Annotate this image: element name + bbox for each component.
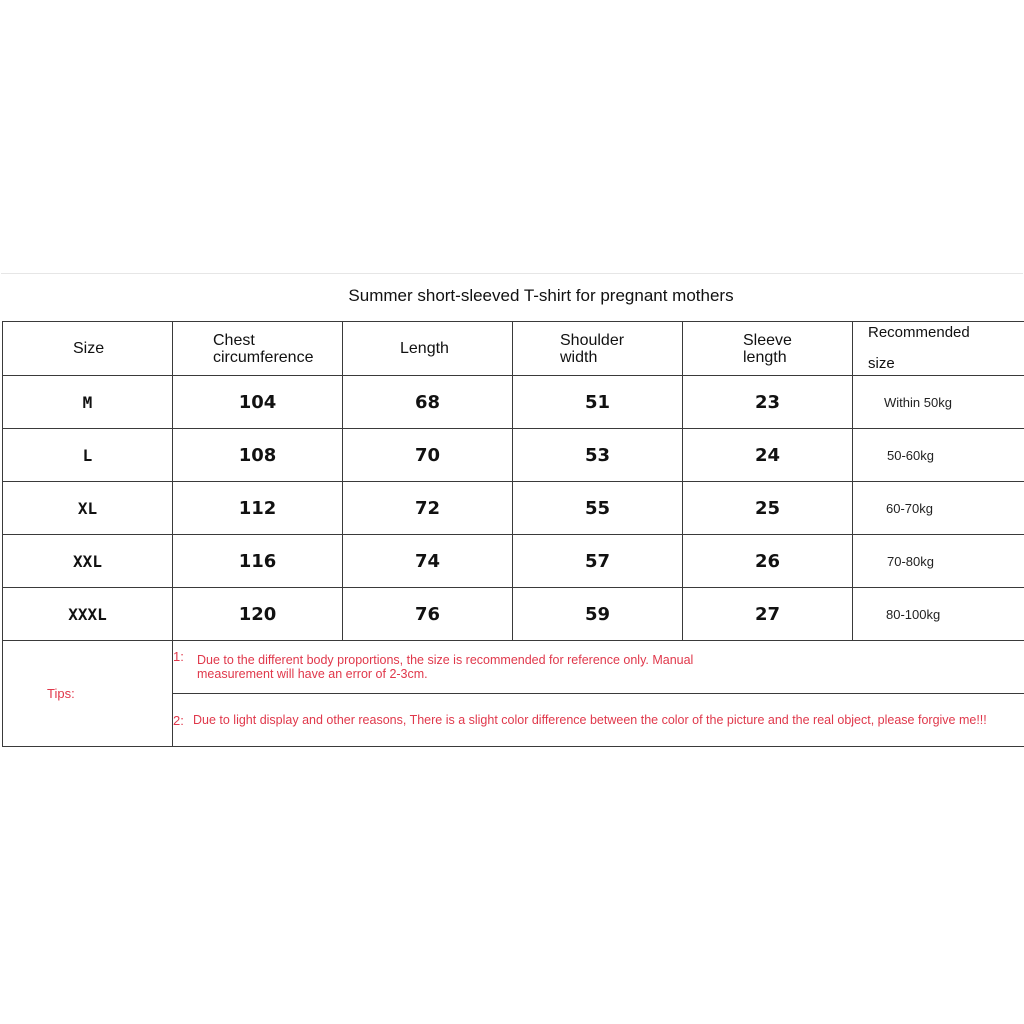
header-recommended: Recommended size bbox=[853, 322, 1024, 376]
size-cell: M bbox=[3, 376, 173, 429]
shoulder-cell: 59 bbox=[513, 588, 683, 641]
tip-1 bbox=[173, 641, 1024, 694]
sleeve-cell: 26 bbox=[683, 535, 853, 588]
shoulder-cell: 55 bbox=[513, 482, 683, 535]
header-row bbox=[3, 322, 1024, 376]
shoulder-cell: 51 bbox=[513, 376, 683, 429]
header-length: Length bbox=[343, 322, 513, 376]
header-sleeve: Sleeve length bbox=[683, 322, 853, 376]
chest-cell: 120 bbox=[173, 588, 343, 641]
header-shoulder: Shoulder width bbox=[513, 322, 683, 376]
tip-1-line-2: measurement will have an error of 2-3cm. bbox=[197, 667, 428, 681]
chest-cell: 108 bbox=[173, 429, 343, 482]
tips-label: Tips: bbox=[3, 641, 173, 747]
tips-row-1 bbox=[3, 641, 1024, 694]
tip-2-line-1: Due to light display and other reasons, There is a slight color difference between the color of the picture and the real object, please forgive me!!! bbox=[193, 713, 987, 727]
size-cell: L bbox=[3, 429, 173, 482]
length-cell: 76 bbox=[343, 588, 513, 641]
recommended-cell: 80-100kg bbox=[853, 588, 1024, 641]
table-row bbox=[3, 376, 1024, 429]
size-cell: XXL bbox=[3, 535, 173, 588]
tip-1-number: 1: bbox=[173, 649, 184, 664]
table-row bbox=[3, 482, 1024, 535]
size-table bbox=[2, 321, 1024, 747]
recommended-cell: 70-80kg bbox=[853, 535, 1024, 588]
size-cell: XXXL bbox=[3, 588, 173, 641]
shoulder-cell: 53 bbox=[513, 429, 683, 482]
chest-cell: 116 bbox=[173, 535, 343, 588]
header-chest: Chest circumference bbox=[173, 322, 343, 376]
length-cell: 74 bbox=[343, 535, 513, 588]
table-row bbox=[3, 535, 1024, 588]
size-chart bbox=[1, 273, 1023, 750]
recommended-cell: Within 50kg bbox=[853, 376, 1024, 429]
sleeve-cell: 24 bbox=[683, 429, 853, 482]
header-size: Size bbox=[3, 322, 173, 376]
recommended-cell: 60-70kg bbox=[853, 482, 1024, 535]
length-cell: 68 bbox=[343, 376, 513, 429]
recommended-cell: 50-60kg bbox=[853, 429, 1024, 482]
chart-title: Summer short-sleeved T-shirt for pregnant mothers bbox=[348, 286, 734, 305]
table-row bbox=[3, 588, 1024, 641]
table-row bbox=[3, 429, 1024, 482]
length-cell: 72 bbox=[343, 482, 513, 535]
length-cell: 70 bbox=[343, 429, 513, 482]
chest-cell: 112 bbox=[173, 482, 343, 535]
tip-2-number: 2: bbox=[173, 713, 184, 728]
shoulder-cell: 57 bbox=[513, 535, 683, 588]
tip-1-line-1: Due to the different body proportions, the size is recommended for reference only. Manual bbox=[197, 653, 694, 667]
sleeve-cell: 27 bbox=[683, 588, 853, 641]
sleeve-cell: 25 bbox=[683, 482, 853, 535]
size-cell: XL bbox=[3, 482, 173, 535]
sleeve-cell: 23 bbox=[683, 376, 853, 429]
chest-cell: 104 bbox=[173, 376, 343, 429]
tip-2 bbox=[173, 694, 1024, 747]
